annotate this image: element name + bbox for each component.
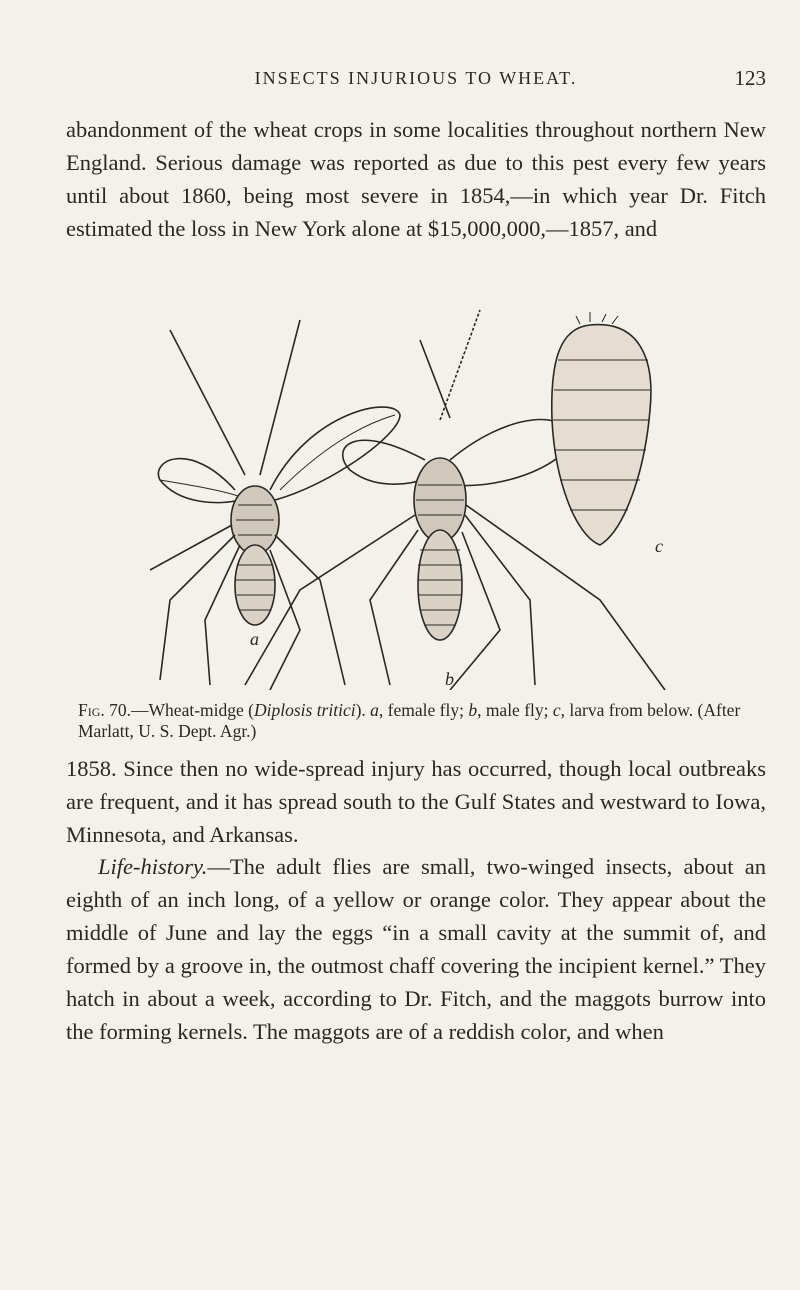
larva-drawing [552,312,651,545]
label-b: b [445,669,454,689]
caption-text-5: , larva from below. (After Marlatt, U. S. Dept. Agr.) [78,700,741,741]
label-c: c [655,536,663,556]
caption-mark-b: b [468,700,478,720]
caption-mark-a: a [370,700,379,720]
caption-text-4: , male fly; [477,700,553,720]
label-a: a [250,629,259,649]
running-title: INSECTS INJURIOUS TO WHEAT. [254,68,578,88]
figure-caption [78,700,768,742]
page-number: 123 [734,66,766,90]
caption-text-2: ). [355,700,371,720]
wheat-midge-illustration [150,300,670,690]
paragraph-3-body: —The adult flies are small, two-winged insects, about an eighth of an inch long, of a yellow or orange color. They appear about the middle of June and lay the eggs “in a small cavity at the summit of, and formed by a groove in, the outmost chaff covering the incipient kernel.” They hatch in about a week, according to Dr. Fitch, and the maggots burrow into the forming kernels. The maggots are of a reddish color, and when [66,854,766,1044]
section-heading-life-history: Life-history. [98,854,208,879]
running-head [66,62,766,92]
figure-number: Fig. 70. [78,700,132,720]
species-name: Diplosis tritici [253,700,356,720]
paragraph-1: abandonment of the wheat crops in some localities throughout northern New England. Serious damage was reported as due to this pest every few years until about 1860, being most severe in 1854,—in which year Dr. Fitch estimated the loss in New York alone at $15,000,000,—1857, and [66,117,766,241]
caption-text-3: , female fly; [378,700,469,720]
caption-mark-c: c [552,700,561,720]
caption-dash: — [131,700,149,720]
caption-text-1: Wheat-midge ( [148,700,254,720]
paragraph-3 [66,850,766,1048]
paragraph-2: 1858. Since then no wide-spread injury has occurred, though local outbreaks are frequent, and it has spread south to the Gulf States and westward to Iowa, Minnesota, and Arkansas. [66,756,766,847]
wheat-midge-figure [150,300,670,690]
